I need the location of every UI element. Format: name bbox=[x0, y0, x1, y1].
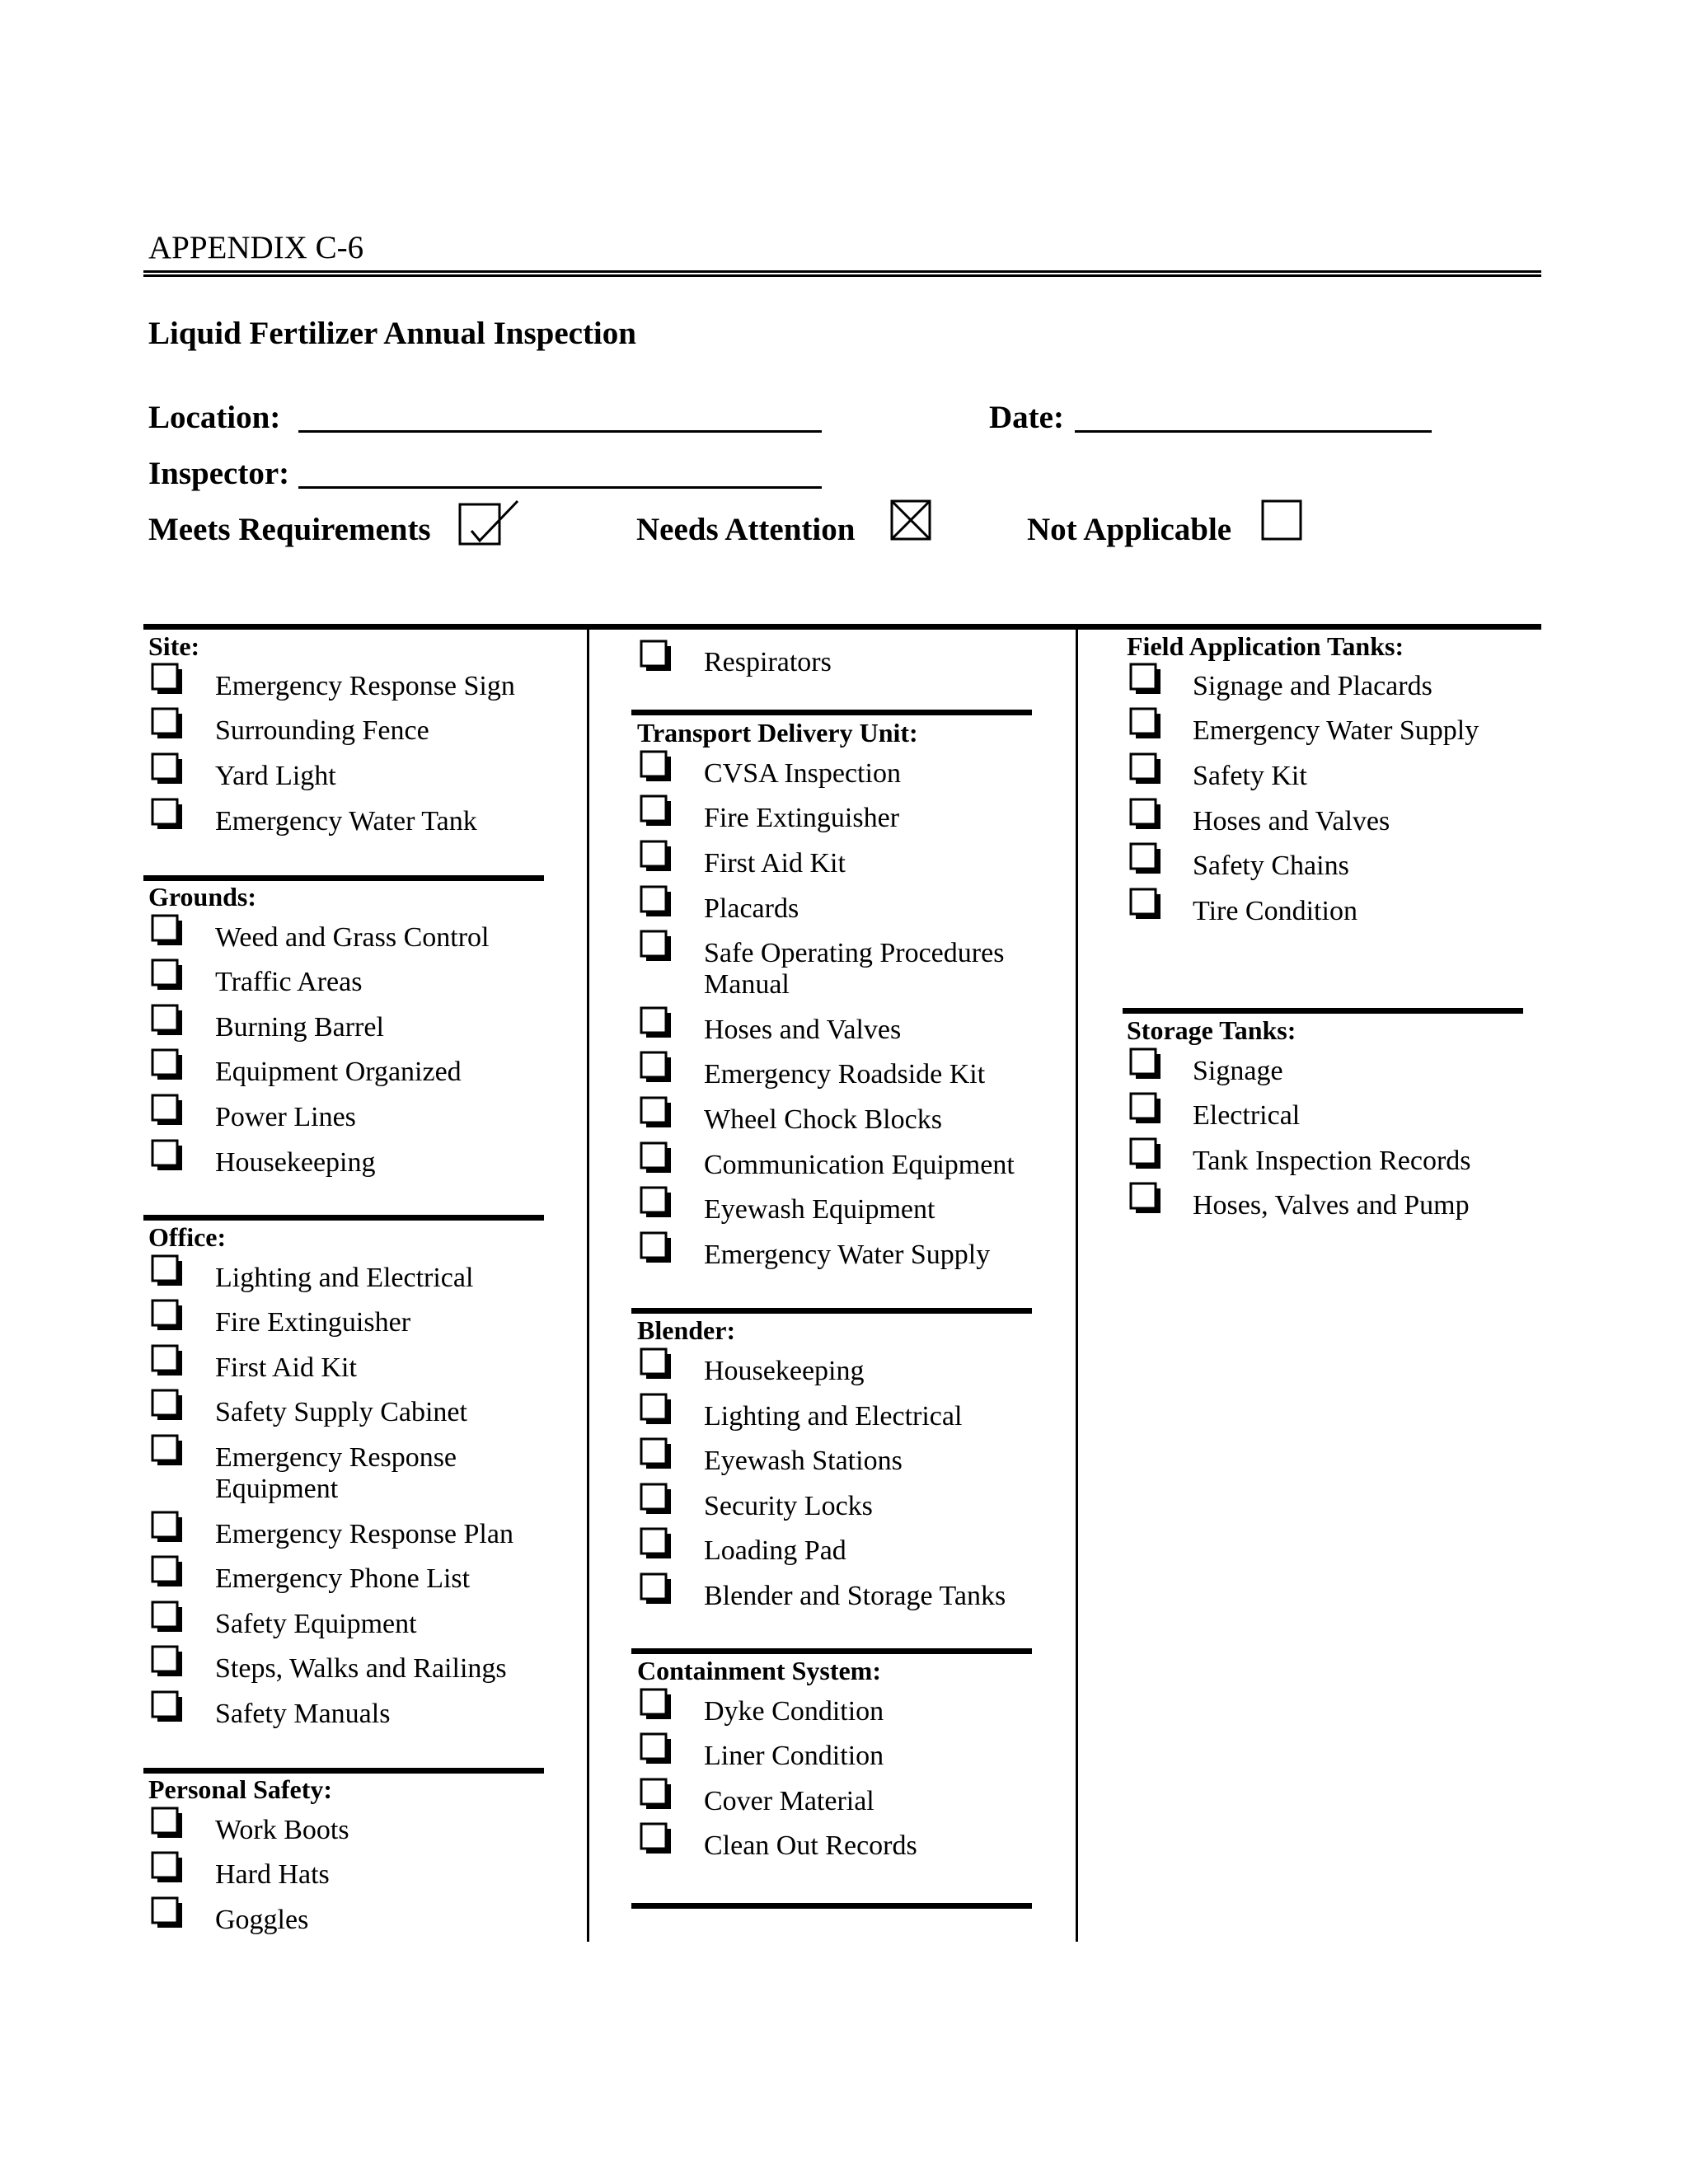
checklist-item-label: Housekeeping bbox=[704, 1356, 865, 1386]
checkbox[interactable] bbox=[1129, 888, 1160, 919]
section-rule bbox=[631, 1308, 1032, 1314]
checkbox[interactable] bbox=[151, 1555, 182, 1586]
checkbox[interactable] bbox=[640, 885, 671, 916]
column-separator-right bbox=[1076, 630, 1078, 1942]
checklist-item-label: Emergency Phone List bbox=[215, 1563, 471, 1594]
form-title: Liquid Fertilizer Annual Inspection bbox=[148, 316, 636, 351]
checklist-item-label: Blender and Storage Tanks bbox=[704, 1581, 1006, 1611]
empty-box-icon bbox=[1261, 499, 1302, 541]
checkbox[interactable] bbox=[151, 1807, 182, 1838]
checklist-item-label: Hoses and Valves bbox=[1193, 806, 1390, 837]
checklist-item-label: Liner Condition bbox=[704, 1741, 884, 1771]
checklist-item-label: Respirators bbox=[704, 647, 832, 677]
checkbox[interactable] bbox=[640, 1231, 671, 1263]
checkbox[interactable] bbox=[151, 914, 182, 945]
appendix-label: APPENDIX C-6 bbox=[148, 230, 364, 265]
checklist-item-label: Emergency Response Sign bbox=[215, 671, 515, 701]
checklist-item-label: Hard Hats bbox=[215, 1859, 330, 1890]
section-heading-blender: Blender: bbox=[637, 1315, 736, 1345]
checkbox[interactable] bbox=[1129, 707, 1160, 738]
checkbox[interactable] bbox=[640, 1051, 671, 1082]
checkbox[interactable] bbox=[151, 1344, 182, 1376]
legend-na-label: Not Applicable bbox=[1027, 512, 1232, 547]
date-field[interactable] bbox=[1075, 430, 1432, 433]
checkbox[interactable] bbox=[640, 1393, 671, 1424]
section-rule bbox=[143, 1768, 544, 1774]
checklist-item-label: Lighting and Electrical bbox=[215, 1263, 474, 1293]
section-heading-transport: Transport Delivery Unit: bbox=[637, 718, 918, 748]
section-heading-site: Site: bbox=[148, 631, 200, 661]
checkbox[interactable] bbox=[640, 1527, 671, 1558]
checkbox[interactable] bbox=[151, 1048, 182, 1080]
checklist-item-label: Safety Manuals bbox=[215, 1699, 391, 1729]
checkbox[interactable] bbox=[1129, 752, 1160, 784]
checklist-item-label: Clean Out Records bbox=[704, 1830, 917, 1861]
checklist-item-label: Manual bbox=[704, 969, 790, 1000]
checkbox[interactable] bbox=[151, 1601, 182, 1632]
checklist-item-label: Work Boots bbox=[215, 1815, 349, 1845]
checklist-item-label: Safe Operating Procedures bbox=[704, 938, 1005, 968]
legend-needs-label: Needs Attention bbox=[636, 512, 856, 547]
checklist-item-label: First Aid Kit bbox=[704, 848, 846, 879]
checklist-item-label: Wheel Chock Blocks bbox=[704, 1104, 942, 1135]
checkbox[interactable] bbox=[640, 1483, 671, 1514]
section-rule bbox=[631, 710, 1032, 715]
section-heading-containment: Containment System: bbox=[637, 1656, 881, 1685]
checkbox[interactable] bbox=[640, 1437, 671, 1469]
checkbox[interactable] bbox=[640, 1141, 671, 1173]
checkbox[interactable] bbox=[640, 750, 671, 781]
checklist-item-label: Lighting and Electrical bbox=[704, 1401, 963, 1432]
checklist-item-label: Equipment Organized bbox=[215, 1057, 462, 1087]
checklist-item-label: Security Locks bbox=[704, 1491, 873, 1521]
checklist-item-label: Eyewash Equipment bbox=[704, 1194, 935, 1225]
checklist-item-label: Emergency Water Tank bbox=[215, 806, 477, 837]
checklist-item-label: Hoses, Valves and Pump bbox=[1193, 1190, 1470, 1221]
checklist-item-label: Dyke Condition bbox=[704, 1696, 884, 1727]
checkbox[interactable] bbox=[1129, 663, 1160, 694]
checkbox[interactable] bbox=[151, 1434, 182, 1465]
checklist-item-label: Yard Light bbox=[215, 761, 336, 791]
checklist-item-label: CVSA Inspection bbox=[704, 758, 901, 789]
section-heading-office: Office: bbox=[148, 1222, 227, 1252]
checkbox[interactable] bbox=[151, 752, 182, 784]
checkbox[interactable] bbox=[1129, 1182, 1160, 1213]
checkbox[interactable] bbox=[640, 840, 671, 871]
checkbox[interactable] bbox=[640, 1006, 671, 1038]
checklist-item-label: Goggles bbox=[215, 1905, 309, 1935]
checklist-item-label: Power Lines bbox=[215, 1102, 356, 1132]
checklist-item-label: Weed and Grass Control bbox=[215, 922, 490, 953]
checklist-item-label: Signage bbox=[1193, 1056, 1283, 1086]
section-heading-field-tanks: Field Application Tanks: bbox=[1127, 631, 1404, 661]
checklist-item-label: Traffic Areas bbox=[215, 967, 363, 997]
checklist-item-label: Communication Equipment bbox=[704, 1150, 1015, 1180]
checkbox[interactable] bbox=[640, 1347, 671, 1379]
checkbox[interactable] bbox=[640, 794, 671, 826]
checklist-item-label: Fire Extinguisher bbox=[704, 803, 900, 833]
checkbox[interactable] bbox=[151, 1851, 182, 1882]
checklist-item-label: Placards bbox=[704, 893, 799, 924]
checkbox[interactable] bbox=[151, 1896, 182, 1928]
checklist-item-label: Fire Extinguisher bbox=[215, 1307, 411, 1338]
checklist-item-label: Surrounding Fence bbox=[215, 715, 429, 746]
location-label: Location: bbox=[148, 400, 281, 435]
checkbox[interactable] bbox=[1129, 1092, 1160, 1123]
checkbox[interactable] bbox=[151, 1690, 182, 1722]
checkbox[interactable] bbox=[151, 707, 182, 738]
checkbox[interactable] bbox=[640, 1572, 671, 1604]
checkbox[interactable] bbox=[151, 798, 182, 829]
section-rule bbox=[631, 1648, 1032, 1654]
section-rule bbox=[143, 875, 544, 881]
checkbox[interactable] bbox=[640, 640, 671, 671]
checkbox[interactable] bbox=[151, 1389, 182, 1420]
checklist-item-label: Equipment bbox=[215, 1474, 339, 1504]
checklist-item-label: First Aid Kit bbox=[215, 1352, 357, 1383]
checklist-item-label: Cover Material bbox=[704, 1786, 874, 1816]
checkbox[interactable] bbox=[151, 1139, 182, 1170]
checklist-item-label: Loading Pad bbox=[704, 1535, 846, 1566]
section-heading-storage: Storage Tanks: bbox=[1127, 1015, 1296, 1045]
section-rule bbox=[143, 1215, 544, 1221]
checkbox[interactable] bbox=[640, 1186, 671, 1217]
checklist-item-label: Safety Supply Cabinet bbox=[215, 1397, 467, 1427]
checklist-item-label: Emergency Response Plan bbox=[215, 1519, 513, 1549]
checkbox[interactable] bbox=[640, 1778, 671, 1809]
checklist-item-label: Emergency Water Supply bbox=[704, 1240, 991, 1270]
checklist-item-label: Safety Equipment bbox=[215, 1609, 417, 1639]
section-heading-personal: Personal Safety: bbox=[148, 1774, 333, 1804]
checklist-top-rule bbox=[143, 624, 1541, 630]
checklist-item-label: Safety Chains bbox=[1193, 851, 1349, 881]
checkbox[interactable] bbox=[640, 1822, 671, 1854]
inspector-field[interactable] bbox=[298, 486, 822, 489]
header-double-rule bbox=[143, 270, 1541, 277]
checkbox[interactable] bbox=[151, 1094, 182, 1125]
checkbox[interactable] bbox=[1129, 1047, 1160, 1079]
checklist-item-label: Electrical bbox=[1193, 1100, 1301, 1131]
checkbox[interactable] bbox=[640, 1732, 671, 1764]
checklist-item-label: Emergency Response bbox=[215, 1442, 457, 1473]
inspector-label: Inspector: bbox=[148, 456, 290, 491]
section-rule bbox=[1123, 1008, 1523, 1014]
checkbox[interactable] bbox=[1129, 842, 1160, 874]
checkbox[interactable] bbox=[151, 1511, 182, 1542]
checklist-item-label: Hoses and Valves bbox=[704, 1015, 902, 1045]
date-label: Date: bbox=[989, 400, 1064, 435]
checkmark-box-icon bbox=[458, 498, 519, 547]
location-field[interactable] bbox=[298, 430, 822, 433]
x-box-icon bbox=[890, 499, 931, 541]
checkbox[interactable] bbox=[1129, 798, 1160, 829]
checkbox[interactable] bbox=[640, 1096, 671, 1127]
checkbox[interactable] bbox=[151, 1299, 182, 1330]
checkbox[interactable] bbox=[151, 1004, 182, 1035]
checklist-item-label: Steps, Walks and Railings bbox=[215, 1653, 507, 1684]
checklist-item-label: Eyewash Stations bbox=[704, 1446, 903, 1476]
checkbox[interactable] bbox=[151, 663, 182, 694]
checkbox[interactable] bbox=[151, 1254, 182, 1286]
checklist-item-label: Burning Barrel bbox=[215, 1012, 384, 1043]
checkbox[interactable] bbox=[640, 930, 671, 961]
section-rule bbox=[631, 1903, 1032, 1909]
checkbox[interactable] bbox=[151, 958, 182, 990]
checkbox[interactable] bbox=[640, 1688, 671, 1719]
column-separator-left bbox=[587, 630, 589, 1942]
checklist-item-label: Safety Kit bbox=[1193, 761, 1307, 791]
checklist-item-label: Tank Inspection Records bbox=[1193, 1146, 1471, 1176]
checklist-item-label: Signage and Placards bbox=[1193, 671, 1432, 701]
checkbox[interactable] bbox=[1129, 1137, 1160, 1169]
checkbox[interactable] bbox=[151, 1645, 182, 1676]
legend-meets-label: Meets Requirements bbox=[148, 512, 431, 547]
checklist-item-label: Tire Condition bbox=[1193, 896, 1357, 926]
section-heading-grounds: Grounds: bbox=[148, 882, 257, 912]
checklist-item-label: Emergency Roadside Kit bbox=[704, 1059, 986, 1090]
checklist-item-label: Emergency Water Supply bbox=[1193, 715, 1479, 746]
checklist-item-label: Housekeeping bbox=[215, 1147, 376, 1178]
